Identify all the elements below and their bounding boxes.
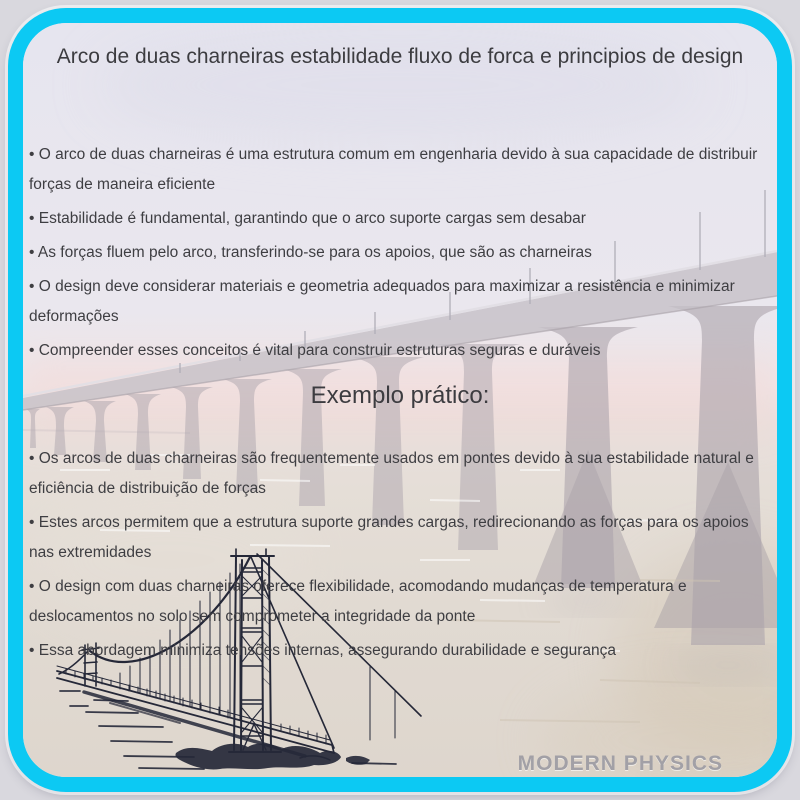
bullet-item: • Compreender esses conceitos é vital para construir estruturas seguras e duráveis bbox=[29, 342, 601, 359]
bullet-item: • O arco de duas charneiras é uma estrutura comum em engenharia devido à sua capacidade de distribuir forças de maneira eficiente bbox=[29, 146, 758, 193]
bullet-item: • O design deve considerar materiais e geometria adequados para maximizar a resistência e minimizar deformações bbox=[29, 278, 735, 325]
bullet-item: • As forças fluem pelo arco, transferindo-se para os apoios, que são as charneiras bbox=[29, 244, 592, 261]
example-section bbox=[29, 444, 775, 670]
content bbox=[23, 23, 777, 777]
example-heading: Exemplo prático: bbox=[310, 382, 490, 409]
bullet-item: • O design com duas charneiras oferece flexibilidade, acomodando mudanças de temperatura e deslocamentos no solo sem comprometer a integridade da ponte bbox=[29, 578, 687, 625]
card bbox=[8, 8, 792, 792]
brand-watermark: MODERN PHYSICS bbox=[517, 752, 723, 775]
bullet-item: • Os arcos de duas charneiras são frequentemente usados em pontes devido à sua estabilidade natural e eficiência de distribuição de forças bbox=[29, 450, 754, 497]
bullet-item: • Essa abordagem minimiza tensões internas, assegurando durabilidade e segurança bbox=[29, 642, 617, 659]
bullet-item: • Estes arcos permitem que a estrutura suporte grandes cargas, redirecionando as forças para os apoios nas extremidades bbox=[29, 514, 749, 561]
page-title: Arco de duas charneiras estabilidade fluxo de forca e principios de design bbox=[56, 45, 744, 68]
intro-section bbox=[29, 140, 775, 370]
bullet-item: • Estabilidade é fundamental, garantindo que o arco suporte cargas sem desabar bbox=[29, 210, 586, 227]
